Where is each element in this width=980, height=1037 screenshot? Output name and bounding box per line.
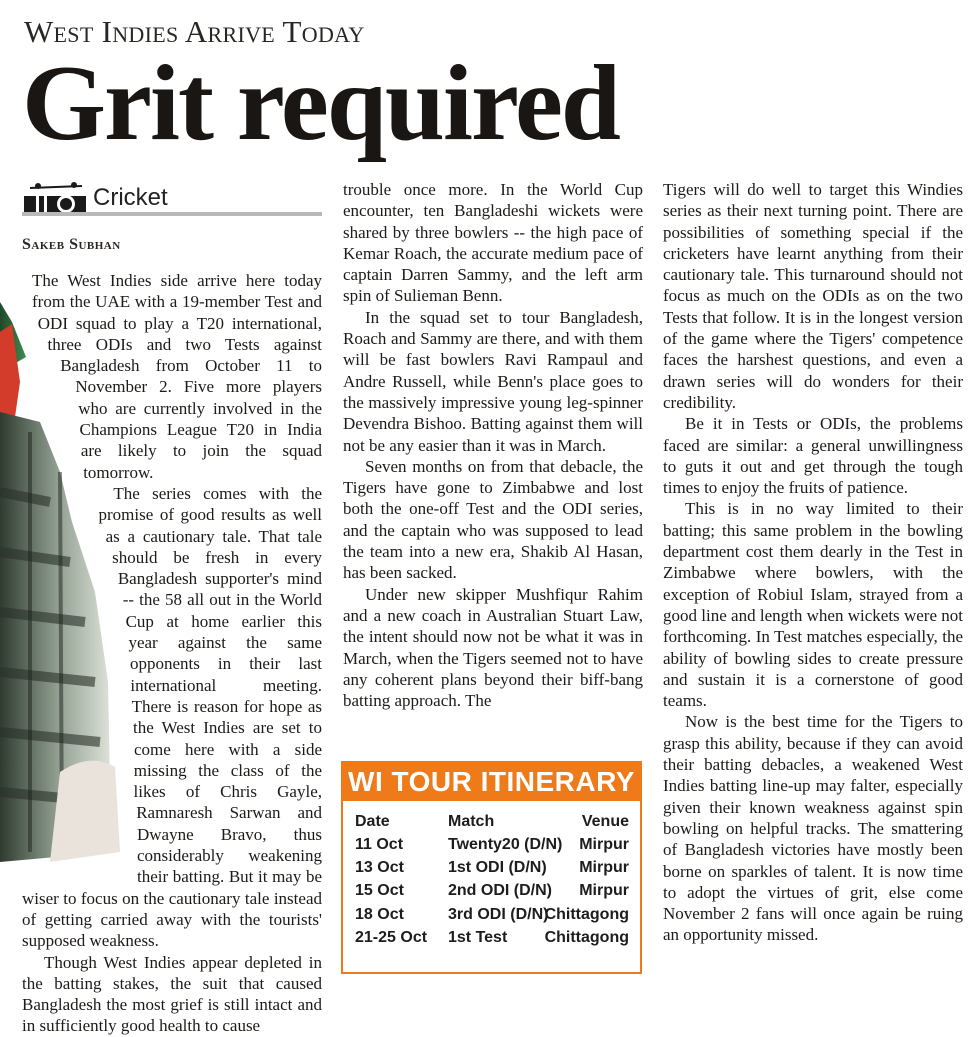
paragraph: trouble once more. In the World Cup encounter, ten Bangladeshi wickets were shared by three bowlers -- the high pace of Kemar Roach, the accurate medium pace of captain Darren Sammy, and the left arm spin of Sulieman Benn. <box>343 180 643 306</box>
table-row <box>343 906 640 928</box>
table-row <box>343 882 640 904</box>
paragraph: The West Indies side arrive here today from the UAE with a 19-member Test and ODI squad to play a T20 international, three ODIs and two Tests against Bangladesh from October 11 to November 2. Five more players who are currently involved in the Champions League T20 in India are likely to join the squad tomorrow. <box>32 271 322 482</box>
paragraph: Though West Indies appear depleted in the batting stakes, the suit that caused Bangladesh the most grief is still intact and in sufficiently good health to cause <box>22 952 322 1036</box>
paragraph: This is in no way limited to their batting; this same problem in the bowling department cost them dearly in the Test in Zimbabwe where bowlers, with the exception of Robiul Islam, strayed from a good line and length when wickets were not forthcoming. In Test matches especially, the ability of bowling sides to create pressure and sustain it is a cornerstone of good teams. <box>663 499 963 711</box>
header-match: Match <box>448 813 495 830</box>
byline: Sakeb Subhan <box>22 236 121 253</box>
row-venue: Mirpur <box>579 859 629 876</box>
paragraph: Be it in Tests or ODIs, the problems faced are similar: a general unwillingness to guts it out and get through the tough times to enjoy the fruits of patience. <box>663 414 963 498</box>
row-match: 1st Test <box>448 929 508 946</box>
table-row <box>343 836 640 858</box>
row-venue: Mirpur <box>579 836 629 853</box>
row-venue: Chittagong <box>544 906 629 923</box>
row-date: 11 Oct <box>355 836 404 853</box>
table-row <box>343 929 640 951</box>
paragraph: Under new skipper Mushfiqur Rahim and a new coach in Australian Stuart Law, the intent should now not be what it was in March, when the Tigers seemed not to have any coherent plans beyond their biff-bang batting approach. The <box>343 584 643 711</box>
paragraph: Now is the best time for the Tigers to grasp this ability, because if they can avoid their batting debacles, a weakened West Indies batting line-up may falter, especially given their known weakness against spin bowling on helpful tracks. The smattering of Bangladesh victories have mostly been borne on sparkles of talent. It is now time to adopt the virtues of grit, else come November 2 fans will once again be ruing an opportunity missed. <box>663 712 963 945</box>
itinerary-title: WI TOUR ITINERARY <box>343 763 640 801</box>
section-name: Cricket <box>93 184 168 211</box>
row-match: 1st ODI (D/N) <box>448 859 547 876</box>
row-date: 15 Oct <box>355 882 404 899</box>
paragraph: Tigers will do well to target this Windies series as their next turning point. There are possibilities of something special if the cricketers have learnt anything from their cautionary tale. This turnaround should not focus as much on the ODIs as on the two Tests that follow. It is in the longest version of the game where the Tigers' competence faces the harshest questions, and even a drawn series will do wonders for their credibility. <box>663 180 963 412</box>
row-match: 2nd ODI (D/N) <box>448 882 552 899</box>
header-venue: Venue <box>581 813 629 830</box>
row-venue: Chittagong <box>544 929 629 946</box>
article-column-3 <box>663 179 963 946</box>
row-venue: Mirpur <box>579 882 629 899</box>
row-match: 3rd ODI (D/N) <box>448 906 549 923</box>
row-match: Twenty20 (D/N) <box>448 836 563 853</box>
header-date: Date <box>355 813 390 830</box>
paragraph: In the squad set to tour Bangladesh, Roach and Sammy are there, and with them will be fast bowlers Ravi Rampaul and Andre Russell, while Benn's place goes to the massively impressive young leg-spinner Devendra Bishoo. Batting against them will not be any easier than it was in March. <box>343 307 643 455</box>
paragraph: The series comes with the promise of good results as well as a cautionary tale. That tale should be fresh in every Bangladesh supporter's mind -- the 58 all out in the World Cup at home earlier this year against the same opponents in their last international meeting. There is reason for hope as the West Indies are set to come here with a side missing the class of the likes of Chris Gayle, Ramnaresh Sarwan and Dwayne Bravo, thus considerably weakening their batting. But it may be wiser to focus on the cautionary tale instead of getting carried away with the tourists' supposed weakness. <box>22 483 322 951</box>
row-date: 21-25 Oct <box>355 929 428 946</box>
itinerary-box <box>341 761 642 974</box>
paragraph: Seven months on from that debacle, the Tigers have gone to Zimbabwe and lost both the one-off Test and the ODI series, and the captain who was supposed to lead the team into a new era, Shakib Al Hasan, has been sacked. <box>343 456 643 583</box>
itinerary-header-row <box>343 813 640 835</box>
article-headline: Grit required <box>22 44 619 163</box>
section-rule <box>22 212 322 216</box>
article-column-2 <box>343 179 643 711</box>
row-date: 13 Oct <box>355 859 404 876</box>
table-row <box>343 859 640 881</box>
row-date: 18 Oct <box>355 906 404 923</box>
article-kicker: West Indies Arrive Today <box>24 14 365 49</box>
article-column-1 <box>22 270 322 1037</box>
